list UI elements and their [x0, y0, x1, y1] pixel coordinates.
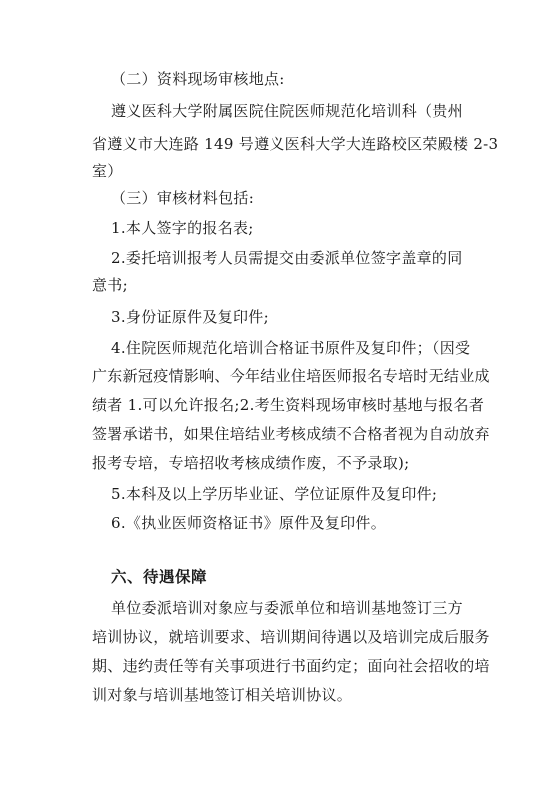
material-item-4-line-3: 绩者 1.可以允许报名;2.考生资料现场审核时基地与报名者 [92, 396, 485, 414]
section-6-paragraph-line-2: 培训协议，就培训要求、培训期间待遇以及培训完成后服务 [92, 628, 490, 646]
material-item-2-line-2: 意书; [92, 276, 128, 294]
material-item-4-line-5: 报考专培，专培招收考核成绩作废，不予录取); [92, 454, 410, 472]
section-6-paragraph-line-1: 单位委派培训对象应与委派单位和培训基地签订三方 [111, 599, 463, 617]
section-3-title: （三）审核材料包括: [111, 189, 255, 207]
material-item-3: 3.身份证原件及复印件; [111, 308, 269, 326]
section-6-paragraph-line-4: 训对象与培训基地签订相关培训协议。 [92, 686, 353, 704]
material-item-4-line-1: 4.住院医师规范化培训合格证书原件及复印件；（因受 [111, 339, 471, 357]
material-item-5: 5.本科及以上学历毕业证、学位证原件及复印件; [111, 485, 438, 503]
section-6-heading: 六、待遇保障 [111, 568, 208, 586]
section-2-address-line-2: 省遵义市大连路 149 号遵义医科大学大连路校区荣殿楼 2-3 [92, 135, 499, 153]
material-item-6: 6.《执业医师资格证书》原件及复印件。 [111, 514, 387, 532]
material-item-1: 1.本人签字的报名表; [111, 219, 254, 237]
section-2-address-line-1: 遵义医科大学附属医院住院医师规范化培训科（贵州 [111, 102, 463, 120]
material-item-2-line-1: 2.委托培训报考人员需提交由委派单位签字盖章的同 [111, 249, 463, 267]
material-item-4-line-4: 签署承诺书，如果住培结业考核成绩不合格者视为自动放弃 [92, 425, 490, 443]
section-2-address-line-3: 室） [92, 162, 123, 180]
material-item-4-line-2: 广东新冠疫情影响、今年结业住培医师报名专培时无结业成 [92, 367, 490, 385]
section-6-paragraph-line-3: 期、违约责任等有关事项进行书面约定；面向社会招收的培 [92, 657, 490, 675]
section-2-title: （二）资料现场审核地点: [111, 70, 285, 88]
